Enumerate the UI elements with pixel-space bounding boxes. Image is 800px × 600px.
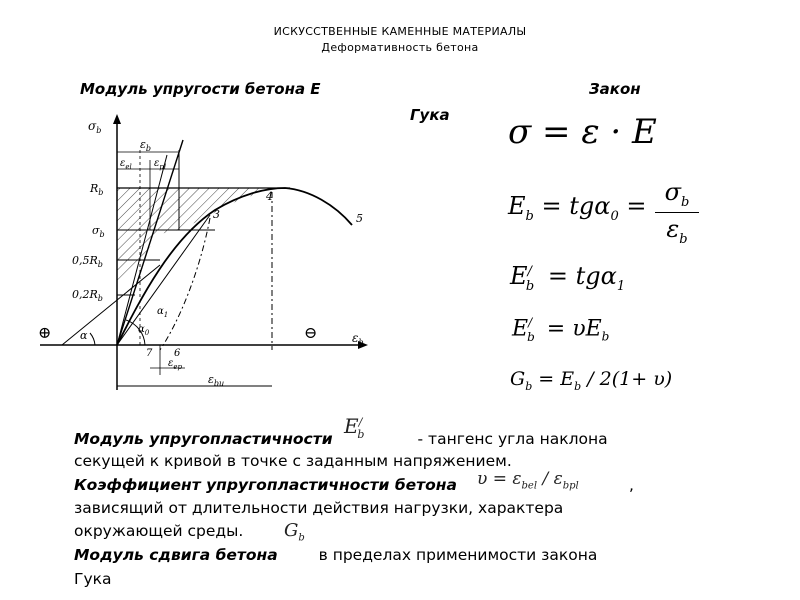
hooke-formula: σ = ε · E	[508, 112, 657, 152]
body-line-2: секущей к кривой в точке с заданным напряжением.	[74, 452, 512, 470]
body-line-3: Коэффициент упругопластичности бетона ,	[74, 476, 634, 494]
svg-text:σb: $\sigma_b$	[88, 119, 102, 135]
svg-text:0,5Rb: $0,5R_b$	[72, 254, 103, 269]
body-line-5: окружающей среды.	[74, 522, 244, 540]
gb-formula: $G_b = E_b / 2(1+ \upsilon)$	[510, 368, 673, 393]
page-subtitle: Деформативность бетона	[321, 41, 479, 54]
modulus-heading: Модуль упругости бетона Е	[80, 80, 321, 98]
eprime-overlay: $E^/_b$	[344, 414, 365, 441]
eb-formula: $E_b = tg\alpha_0$ =	[508, 192, 647, 224]
svg-text:6: 6	[174, 348, 181, 359]
svg-text:⊕: ⊕	[38, 323, 52, 342]
ebprime-nu-formula: $E^/_b = \upsilon E_b$	[512, 316, 610, 344]
svg-text:α1: $\alpha_1$	[157, 306, 169, 319]
svg-text:4: 4	[266, 190, 273, 203]
sigma-axis-arrow	[113, 114, 121, 124]
svg-text:εb: $\varepsilon_b$	[352, 331, 364, 347]
hatched-region-plastic	[179, 188, 272, 230]
gb-overlay: $G_b$	[284, 520, 305, 544]
svg-text:5: 5	[356, 212, 363, 225]
svg-text:7: 7	[146, 348, 153, 359]
hooke-law-label-2: Гука	[410, 106, 450, 124]
svg-text:α0: $\alpha_0$	[138, 324, 150, 337]
svg-text:α: α	[80, 329, 88, 342]
svg-text:⊖: ⊖	[304, 323, 318, 342]
eb-fraction: $\sigma_b$ $\varepsilon_b$	[655, 178, 699, 247]
svg-text:εpl: $\varepsilon_{pl}$	[154, 158, 167, 171]
svg-text:3: 3	[213, 208, 220, 221]
body-line-6: Модуль сдвига бетона в пределах применимости закона	[74, 546, 598, 564]
svg-text:εep: $\varepsilon_{ep}$	[168, 358, 182, 371]
page-title: ИСКУССТВЕННЫЕ КАМЕННЫЕ МАТЕРИАЛЫ	[273, 25, 527, 38]
ebprime-tg-formula: $E^/_b = tg\alpha_1$	[510, 262, 626, 294]
body-line-7: Гука	[74, 570, 112, 588]
nu-overlay: $\upsilon = \varepsilon_{bel} / \varepsilon_{bpl}$	[477, 469, 579, 492]
svg-text:εb: $\varepsilon_b$	[140, 138, 152, 153]
svg-text:σb: $\sigma_b$	[92, 224, 105, 239]
stress-strain-diagram	[0, 100, 470, 400]
unloading-curve	[160, 218, 210, 350]
svg-text:Rb: $R_b$	[90, 182, 104, 197]
body-line-4: зависящий от длительности действия нагрузки, характера	[74, 499, 564, 517]
alpha-arc	[90, 333, 95, 345]
svg-text:εbu: $\varepsilon_{bu}$	[208, 373, 225, 388]
svg-text:0,2Rb: $0,2R_b$	[72, 288, 103, 303]
body-line-1: Модуль упругопластичности - тангенс угла наклона	[74, 430, 608, 448]
svg-text:εel: $\varepsilon_{el}$	[120, 158, 132, 171]
hooke-law-label-1: Закон	[589, 80, 641, 98]
